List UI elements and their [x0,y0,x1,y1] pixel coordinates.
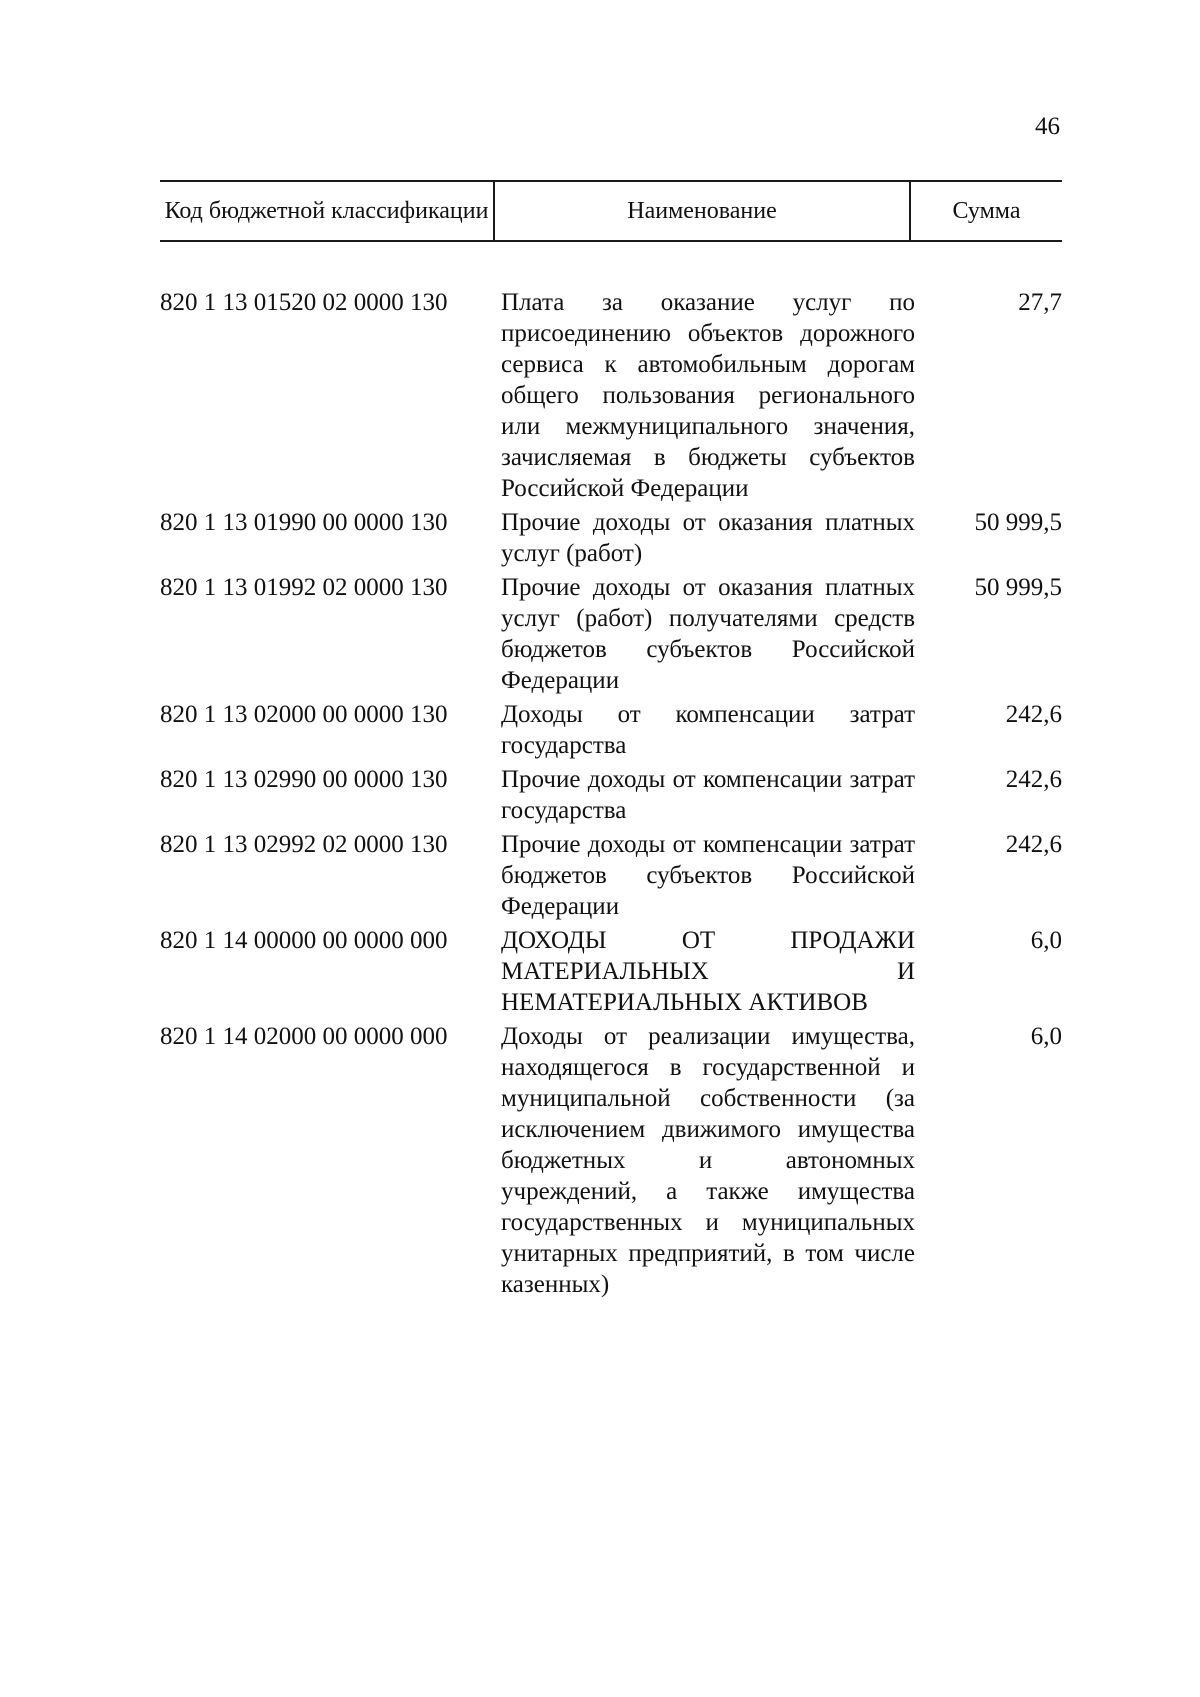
row-code: 820 1 14 00000 00 0000 000 [160,927,448,954]
row-sum: 242,6 [1005,701,1062,728]
row-name: Плата за оказание услуг по присоединению объектов дорожного сервиса к автомобильным дорогам общего пользования регионального или межмуниципального значения, зачисляемая в бюджеты субъектов Российской Федерации [501,289,915,502]
row-name: Прочие доходы от компенсации затрат государства [501,766,915,824]
table-row [160,829,1062,922]
row-code: 820 1 13 01992 02 0000 130 [160,574,448,601]
table-header [160,180,1062,242]
row-name: Прочие доходы от компенсации затрат бюджетов субъектов Российской Федерации [501,831,915,920]
row-code: 820 1 13 01990 00 0000 130 [160,509,448,536]
row-sum: 242,6 [1005,766,1062,793]
header-sum: Сумма [952,198,1021,224]
page-number: 46 [1035,113,1060,140]
row-code: 820 1 14 02000 00 0000 000 [160,1023,448,1050]
table-body [160,287,1062,1303]
table-row [160,287,1062,504]
table-row [160,507,1062,569]
table-row [160,1021,1062,1300]
table-row [160,572,1062,696]
row-name: Доходы от компенсации затрат государства [501,701,915,759]
row-code: 820 1 13 02990 00 0000 130 [160,766,448,793]
row-sum: 6,0 [1030,1023,1062,1050]
row-name: ДОХОДЫ ОТ ПРОДАЖИ МАТЕРИАЛЬНЫХ И НЕМАТЕРИАЛЬНЫХ АКТИВОВ [501,927,915,1016]
row-name: Прочие доходы от оказания платных услуг (работ) [501,509,915,567]
row-name: Прочие доходы от оказания платных услуг (работ) получателями средств бюджетов субъектов Российской Федерации [501,574,915,694]
header-name: Наименование [495,182,911,240]
row-sum: 27,7 [1018,289,1062,316]
row-sum: 242,6 [1005,831,1062,858]
row-code: 820 1 13 02992 02 0000 130 [160,831,448,858]
table-row [160,764,1062,826]
row-code: 820 1 13 02000 00 0000 130 [160,701,448,728]
table-row [160,699,1062,761]
header-code: Код бюджетной классификации [160,182,495,240]
row-sum: 6,0 [1030,927,1062,954]
table-row [160,925,1062,1018]
row-sum: 50 999,5 [974,574,1062,601]
row-sum: 50 999,5 [974,509,1062,536]
row-name: Доходы от реализации имущества, находящегося в государственной и муниципальной собственности (за исключением движимого имущества бюджетных и автономных учреждений, а также имущества государственных и муниципальных унитарных предприятий, в том числе казенных) [501,1023,915,1298]
row-code: 820 1 13 01520 02 0000 130 [160,289,448,316]
